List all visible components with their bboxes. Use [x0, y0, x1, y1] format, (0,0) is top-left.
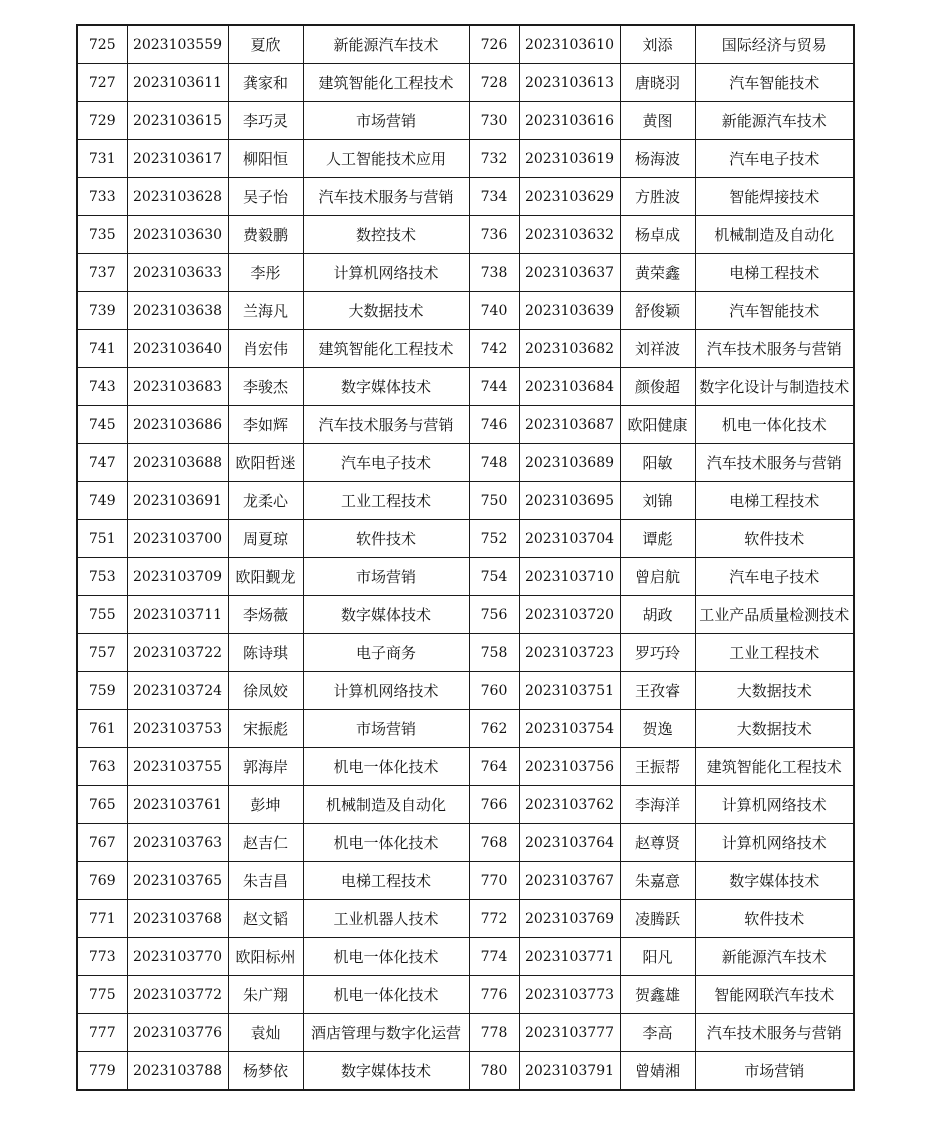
major-cell: 汽车技术服务与营销: [695, 330, 854, 368]
student-id-cell: 2023103768: [127, 900, 228, 938]
serial-number-cell: 738: [469, 254, 519, 292]
student-name-cell: 谭彪: [620, 520, 695, 558]
student-name-cell: 黄荣鑫: [620, 254, 695, 292]
serial-number-cell: 739: [77, 292, 127, 330]
serial-number-cell: 757: [77, 634, 127, 672]
student-name-cell: 李巧灵: [228, 102, 303, 140]
serial-number-cell: 736: [469, 216, 519, 254]
table-row: [77, 102, 854, 140]
major-cell: 新能源汽车技术: [695, 102, 854, 140]
student-id-cell: 2023103769: [519, 900, 620, 938]
serial-number-cell: 753: [77, 558, 127, 596]
student-name-cell: 杨梦依: [228, 1052, 303, 1091]
student-name-cell: 杨卓成: [620, 216, 695, 254]
serial-number-cell: 745: [77, 406, 127, 444]
table-row: [77, 786, 854, 824]
serial-number-cell: 749: [77, 482, 127, 520]
major-cell: 人工智能技术应用: [303, 140, 469, 178]
student-id-cell: 2023103688: [127, 444, 228, 482]
serial-number-cell: 763: [77, 748, 127, 786]
student-name-cell: 郭海岸: [228, 748, 303, 786]
table-row: [77, 824, 854, 862]
student-id-cell: 2023103764: [519, 824, 620, 862]
major-cell: 汽车电子技术: [695, 558, 854, 596]
student-name-cell: 曾婧湘: [620, 1052, 695, 1091]
student-name-cell: 贺鑫雄: [620, 976, 695, 1014]
table-row: [77, 976, 854, 1014]
serial-number-cell: 732: [469, 140, 519, 178]
student-id-cell: 2023103686: [127, 406, 228, 444]
serial-number-cell: 777: [77, 1014, 127, 1052]
student-id-cell: 2023103638: [127, 292, 228, 330]
student-name-cell: 吴子怡: [228, 178, 303, 216]
major-cell: 市场营销: [695, 1052, 854, 1091]
table-row: [77, 64, 854, 102]
student-id-cell: 2023103711: [127, 596, 228, 634]
major-cell: 工业工程技术: [303, 482, 469, 520]
roster-body: [77, 25, 854, 1090]
serial-number-cell: 774: [469, 938, 519, 976]
serial-number-cell: 744: [469, 368, 519, 406]
student-id-cell: 2023103755: [127, 748, 228, 786]
major-cell: 电梯工程技术: [303, 862, 469, 900]
student-id-cell: 2023103772: [127, 976, 228, 1014]
major-cell: 酒店管理与数字化运营: [303, 1014, 469, 1052]
serial-number-cell: 779: [77, 1052, 127, 1091]
student-id-cell: 2023103632: [519, 216, 620, 254]
serial-number-cell: 780: [469, 1052, 519, 1091]
table-row: [77, 900, 854, 938]
student-id-cell: 2023103767: [519, 862, 620, 900]
table-row: [77, 634, 854, 672]
student-id-cell: 2023103756: [519, 748, 620, 786]
student-name-cell: 欧阳觐龙: [228, 558, 303, 596]
major-cell: 汽车智能技术: [695, 64, 854, 102]
table-row: [77, 748, 854, 786]
student-name-cell: 杨海波: [620, 140, 695, 178]
student-name-cell: 欧阳哲迷: [228, 444, 303, 482]
major-cell: 机电一体化技术: [303, 976, 469, 1014]
major-cell: 机电一体化技术: [303, 748, 469, 786]
student-id-cell: 2023103629: [519, 178, 620, 216]
student-name-cell: 舒俊颖: [620, 292, 695, 330]
table-row: [77, 1052, 854, 1091]
student-id-cell: 2023103689: [519, 444, 620, 482]
student-name-cell: 袁灿: [228, 1014, 303, 1052]
major-cell: 数字媒体技术: [695, 862, 854, 900]
student-name-cell: 彭坤: [228, 786, 303, 824]
serial-number-cell: 746: [469, 406, 519, 444]
table-row: [77, 1014, 854, 1052]
table-row: [77, 292, 854, 330]
major-cell: 新能源汽车技术: [303, 25, 469, 64]
student-id-cell: 2023103776: [127, 1014, 228, 1052]
major-cell: 智能焊接技术: [695, 178, 854, 216]
serial-number-cell: 741: [77, 330, 127, 368]
serial-number-cell: 756: [469, 596, 519, 634]
student-id-cell: 2023103617: [127, 140, 228, 178]
student-name-cell: 宋振彪: [228, 710, 303, 748]
student-id-cell: 2023103700: [127, 520, 228, 558]
major-cell: 数字媒体技术: [303, 1052, 469, 1091]
student-name-cell: 王孜睿: [620, 672, 695, 710]
student-name-cell: 龙柔心: [228, 482, 303, 520]
student-id-cell: 2023103633: [127, 254, 228, 292]
major-cell: 工业工程技术: [695, 634, 854, 672]
major-cell: 市场营销: [303, 102, 469, 140]
serial-number-cell: 743: [77, 368, 127, 406]
student-name-cell: 刘添: [620, 25, 695, 64]
major-cell: 软件技术: [695, 900, 854, 938]
student-id-cell: 2023103724: [127, 672, 228, 710]
student-id-cell: 2023103611: [127, 64, 228, 102]
table-row: [77, 938, 854, 976]
student-name-cell: 朱嘉意: [620, 862, 695, 900]
serial-number-cell: 733: [77, 178, 127, 216]
serial-number-cell: 775: [77, 976, 127, 1014]
student-id-cell: 2023103761: [127, 786, 228, 824]
student-name-cell: 费毅鹏: [228, 216, 303, 254]
serial-number-cell: 730: [469, 102, 519, 140]
student-id-cell: 2023103610: [519, 25, 620, 64]
serial-number-cell: 755: [77, 596, 127, 634]
serial-number-cell: 748: [469, 444, 519, 482]
major-cell: 电梯工程技术: [695, 482, 854, 520]
major-cell: 汽车电子技术: [695, 140, 854, 178]
serial-number-cell: 758: [469, 634, 519, 672]
major-cell: 汽车技术服务与营销: [695, 1014, 854, 1052]
major-cell: 大数据技术: [303, 292, 469, 330]
major-cell: 建筑智能化工程技术: [303, 330, 469, 368]
student-name-cell: 陈诗琪: [228, 634, 303, 672]
major-cell: 计算机网络技术: [695, 824, 854, 862]
table-row: [77, 444, 854, 482]
student-id-cell: 2023103754: [519, 710, 620, 748]
student-name-cell: 李高: [620, 1014, 695, 1052]
major-cell: 大数据技术: [695, 672, 854, 710]
student-id-cell: 2023103630: [127, 216, 228, 254]
student-id-cell: 2023103709: [127, 558, 228, 596]
student-name-cell: 徐凤姣: [228, 672, 303, 710]
major-cell: 数字媒体技术: [303, 368, 469, 406]
student-name-cell: 罗巧玲: [620, 634, 695, 672]
table-row: [77, 25, 854, 64]
major-cell: 数控技术: [303, 216, 469, 254]
serial-number-cell: 726: [469, 25, 519, 64]
student-name-cell: 夏欣: [228, 25, 303, 64]
major-cell: 电梯工程技术: [695, 254, 854, 292]
student-name-cell: 胡政: [620, 596, 695, 634]
student-id-cell: 2023103684: [519, 368, 620, 406]
serial-number-cell: 770: [469, 862, 519, 900]
major-cell: 国际经济与贸易: [695, 25, 854, 64]
student-id-cell: 2023103639: [519, 292, 620, 330]
student-name-cell: 赵文韬: [228, 900, 303, 938]
serial-number-cell: 767: [77, 824, 127, 862]
student-id-cell: 2023103683: [127, 368, 228, 406]
student-id-cell: 2023103762: [519, 786, 620, 824]
student-name-cell: 贺逸: [620, 710, 695, 748]
student-id-cell: 2023103770: [127, 938, 228, 976]
table-row: [77, 178, 854, 216]
student-name-cell: 黄图: [620, 102, 695, 140]
serial-number-cell: 768: [469, 824, 519, 862]
major-cell: 软件技术: [695, 520, 854, 558]
serial-number-cell: 769: [77, 862, 127, 900]
serial-number-cell: 742: [469, 330, 519, 368]
student-name-cell: 李骏杰: [228, 368, 303, 406]
student-id-cell: 2023103765: [127, 862, 228, 900]
student-id-cell: 2023103687: [519, 406, 620, 444]
student-id-cell: 2023103704: [519, 520, 620, 558]
serial-number-cell: 771: [77, 900, 127, 938]
student-name-cell: 赵尊贤: [620, 824, 695, 862]
table-row: [77, 140, 854, 178]
student-roster-table: [76, 24, 855, 1091]
student-name-cell: 刘锦: [620, 482, 695, 520]
table-row: [77, 330, 854, 368]
major-cell: 市场营销: [303, 558, 469, 596]
student-name-cell: 王振帮: [620, 748, 695, 786]
student-id-cell: 2023103771: [519, 938, 620, 976]
student-name-cell: 唐晓羽: [620, 64, 695, 102]
major-cell: 电子商务: [303, 634, 469, 672]
student-id-cell: 2023103616: [519, 102, 620, 140]
major-cell: 大数据技术: [695, 710, 854, 748]
student-id-cell: 2023103753: [127, 710, 228, 748]
major-cell: 工业产品质量检测技术: [695, 596, 854, 634]
serial-number-cell: 740: [469, 292, 519, 330]
student-name-cell: 朱广翔: [228, 976, 303, 1014]
major-cell: 市场营销: [303, 710, 469, 748]
student-id-cell: 2023103619: [519, 140, 620, 178]
serial-number-cell: 773: [77, 938, 127, 976]
table-row: [77, 406, 854, 444]
student-id-cell: 2023103637: [519, 254, 620, 292]
student-id-cell: 2023103695: [519, 482, 620, 520]
serial-number-cell: 752: [469, 520, 519, 558]
student-id-cell: 2023103640: [127, 330, 228, 368]
serial-number-cell: 778: [469, 1014, 519, 1052]
student-name-cell: 阳敏: [620, 444, 695, 482]
serial-number-cell: 728: [469, 64, 519, 102]
student-id-cell: 2023103720: [519, 596, 620, 634]
major-cell: 新能源汽车技术: [695, 938, 854, 976]
student-id-cell: 2023103615: [127, 102, 228, 140]
table-row: [77, 710, 854, 748]
serial-number-cell: 751: [77, 520, 127, 558]
student-name-cell: 凌腾跃: [620, 900, 695, 938]
table-row: [77, 368, 854, 406]
major-cell: 建筑智能化工程技术: [303, 64, 469, 102]
major-cell: 计算机网络技术: [303, 672, 469, 710]
student-name-cell: 龚家和: [228, 64, 303, 102]
student-name-cell: 柳阳恒: [228, 140, 303, 178]
major-cell: 软件技术: [303, 520, 469, 558]
serial-number-cell: 747: [77, 444, 127, 482]
student-id-cell: 2023103613: [519, 64, 620, 102]
student-name-cell: 周夏琼: [228, 520, 303, 558]
major-cell: 机械制造及自动化: [695, 216, 854, 254]
serial-number-cell: 727: [77, 64, 127, 102]
serial-number-cell: 729: [77, 102, 127, 140]
major-cell: 建筑智能化工程技术: [695, 748, 854, 786]
serial-number-cell: 759: [77, 672, 127, 710]
student-id-cell: 2023103682: [519, 330, 620, 368]
student-id-cell: 2023103773: [519, 976, 620, 1014]
student-id-cell: 2023103788: [127, 1052, 228, 1091]
student-id-cell: 2023103723: [519, 634, 620, 672]
major-cell: 机械制造及自动化: [303, 786, 469, 824]
student-name-cell: 李炀薇: [228, 596, 303, 634]
student-name-cell: 李彤: [228, 254, 303, 292]
student-name-cell: 曾启航: [620, 558, 695, 596]
student-id-cell: 2023103777: [519, 1014, 620, 1052]
student-name-cell: 李如辉: [228, 406, 303, 444]
serial-number-cell: 731: [77, 140, 127, 178]
student-name-cell: 欧阳健康: [620, 406, 695, 444]
student-id-cell: 2023103710: [519, 558, 620, 596]
major-cell: 计算机网络技术: [695, 786, 854, 824]
serial-number-cell: 737: [77, 254, 127, 292]
table-row: [77, 862, 854, 900]
student-id-cell: 2023103751: [519, 672, 620, 710]
major-cell: 数字化设计与制造技术: [695, 368, 854, 406]
student-id-cell: 2023103628: [127, 178, 228, 216]
student-name-cell: 方胜波: [620, 178, 695, 216]
student-id-cell: 2023103722: [127, 634, 228, 672]
major-cell: 智能网联汽车技术: [695, 976, 854, 1014]
serial-number-cell: 776: [469, 976, 519, 1014]
student-name-cell: 赵吉仁: [228, 824, 303, 862]
major-cell: 汽车智能技术: [695, 292, 854, 330]
student-name-cell: 刘祥波: [620, 330, 695, 368]
serial-number-cell: 766: [469, 786, 519, 824]
table-row: [77, 596, 854, 634]
student-name-cell: 朱吉昌: [228, 862, 303, 900]
table-row: [77, 558, 854, 596]
major-cell: 汽车电子技术: [303, 444, 469, 482]
serial-number-cell: 735: [77, 216, 127, 254]
major-cell: 机电一体化技术: [303, 824, 469, 862]
student-name-cell: 颜俊超: [620, 368, 695, 406]
serial-number-cell: 750: [469, 482, 519, 520]
table-row: [77, 254, 854, 292]
student-name-cell: 李海洋: [620, 786, 695, 824]
major-cell: 机电一体化技术: [303, 938, 469, 976]
student-name-cell: 兰海凡: [228, 292, 303, 330]
serial-number-cell: 772: [469, 900, 519, 938]
serial-number-cell: 725: [77, 25, 127, 64]
serial-number-cell: 761: [77, 710, 127, 748]
serial-number-cell: 764: [469, 748, 519, 786]
student-id-cell: 2023103691: [127, 482, 228, 520]
major-cell: 机电一体化技术: [695, 406, 854, 444]
student-id-cell: 2023103763: [127, 824, 228, 862]
table-row: [77, 672, 854, 710]
serial-number-cell: 765: [77, 786, 127, 824]
student-name-cell: 阳凡: [620, 938, 695, 976]
student-id-cell: 2023103559: [127, 25, 228, 64]
major-cell: 汽车技术服务与营销: [695, 444, 854, 482]
table-row: [77, 520, 854, 558]
serial-number-cell: 734: [469, 178, 519, 216]
serial-number-cell: 754: [469, 558, 519, 596]
major-cell: 汽车技术服务与营销: [303, 178, 469, 216]
major-cell: 工业机器人技术: [303, 900, 469, 938]
student-name-cell: 肖宏伟: [228, 330, 303, 368]
table-row: [77, 482, 854, 520]
serial-number-cell: 760: [469, 672, 519, 710]
major-cell: 计算机网络技术: [303, 254, 469, 292]
serial-number-cell: 762: [469, 710, 519, 748]
student-id-cell: 2023103791: [519, 1052, 620, 1091]
major-cell: 数字媒体技术: [303, 596, 469, 634]
major-cell: 汽车技术服务与营销: [303, 406, 469, 444]
table-row: [77, 216, 854, 254]
student-name-cell: 欧阳标州: [228, 938, 303, 976]
